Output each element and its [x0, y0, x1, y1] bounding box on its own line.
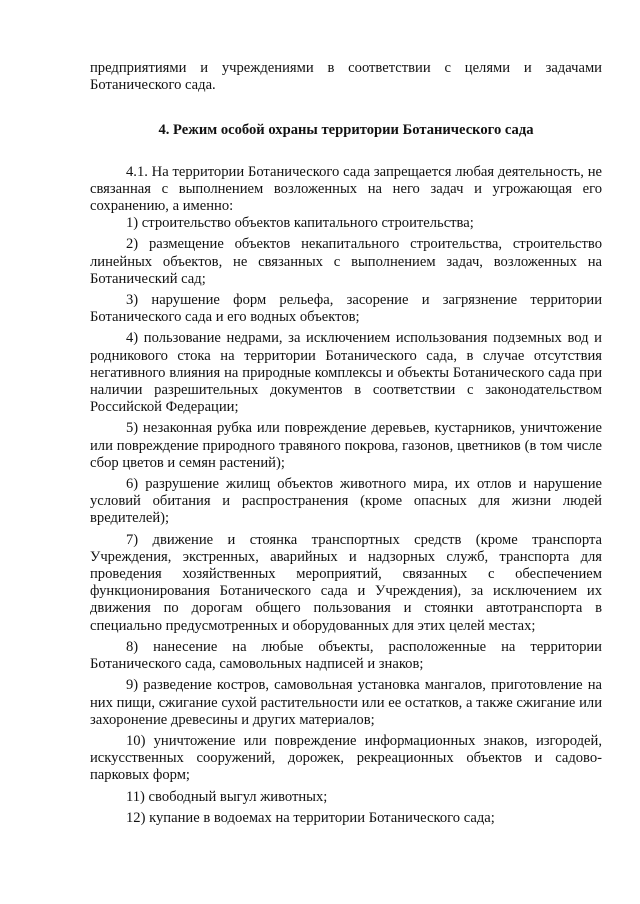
list-item: 9) разведение костров, самовольная установка мангалов, приготовление на них пищи, сжигание сухой растительности или ее остатков, а также сжигание или захоронение древесины и других материалов; — [90, 677, 602, 728]
list-item: 7) движение и стоянка транспортных средств (кроме транспорта Учреждения, экстренных, аварийных и надзорных служб, транспорта для проведения хозяйственных мероприятий, связанных с обеспечением функционирования Ботанического сада и Учреждения), за исключением их движения по дорогам общего пользования и стоянки автотранспорта в специально предусмотренных и оборудованных для этих целей местах; — [90, 531, 602, 634]
list-item: 4) пользование недрами, за исключением использования подземных вод и родникового стока на территории Ботанического сада, в случае отсутствия негативного влияния на природные комплексы и объекты Ботанического сада при наличии разрешительных документов в соответствии с законодательством Российской Федерации; — [90, 330, 602, 416]
list-item: 12) купание в водоемах на территории Ботанического сада; — [126, 809, 495, 826]
list-item: 6) разрушение жилищ объектов животного мира, их отлов и нарушение условий обитания и распространения (кроме опасных для жизни людей вредителей); — [90, 476, 602, 527]
prohibitions-list — [90, 215, 602, 827]
list-item: 10) уничтожение или повреждение информационных знаков, изгородей, искусственных сооружений, дорожек, рекреационных объектов и садово-парковых форм; — [90, 732, 602, 784]
list-item: 5) незаконная рубка или повреждение деревьев, кустарников, уничтожение или повреждение природного травяного покрова, газонов, цветников (в том числе сбор цветов и семян растений); — [90, 420, 602, 471]
list-item: 2) размещение объектов некапитального строительства, строительство линейных объектов, не связанных с выполнением задач, возложенных на Ботанический сад; — [90, 236, 602, 287]
list-item: 1) строительство объектов капитального строительства; — [126, 215, 474, 232]
continuation-paragraph: предприятиями и учреждениями в соответствии с целями и задачами Ботанического сада. — [90, 60, 602, 94]
list-item: 11) свободный выгул животных; — [126, 788, 328, 805]
intro-paragraph: 4.1. На территории Ботанического сада запрещается любая деятельность, не связанная с выполнением возложенных на него задач и угрожающая его сохранению, а именно: — [90, 163, 602, 215]
section-heading: 4. Режим особой охраны территории Ботанического сада — [158, 122, 534, 139]
list-item: 8) нанесение на любые объекты, расположенные на территории Ботанического сада, самовольных надписей и знаков; — [90, 638, 602, 673]
document-page — [90, 60, 602, 827]
list-item: 3) нарушение форм рельефа, засорение и загрязнение территории Ботанического сада и его водных объектов; — [90, 292, 602, 326]
